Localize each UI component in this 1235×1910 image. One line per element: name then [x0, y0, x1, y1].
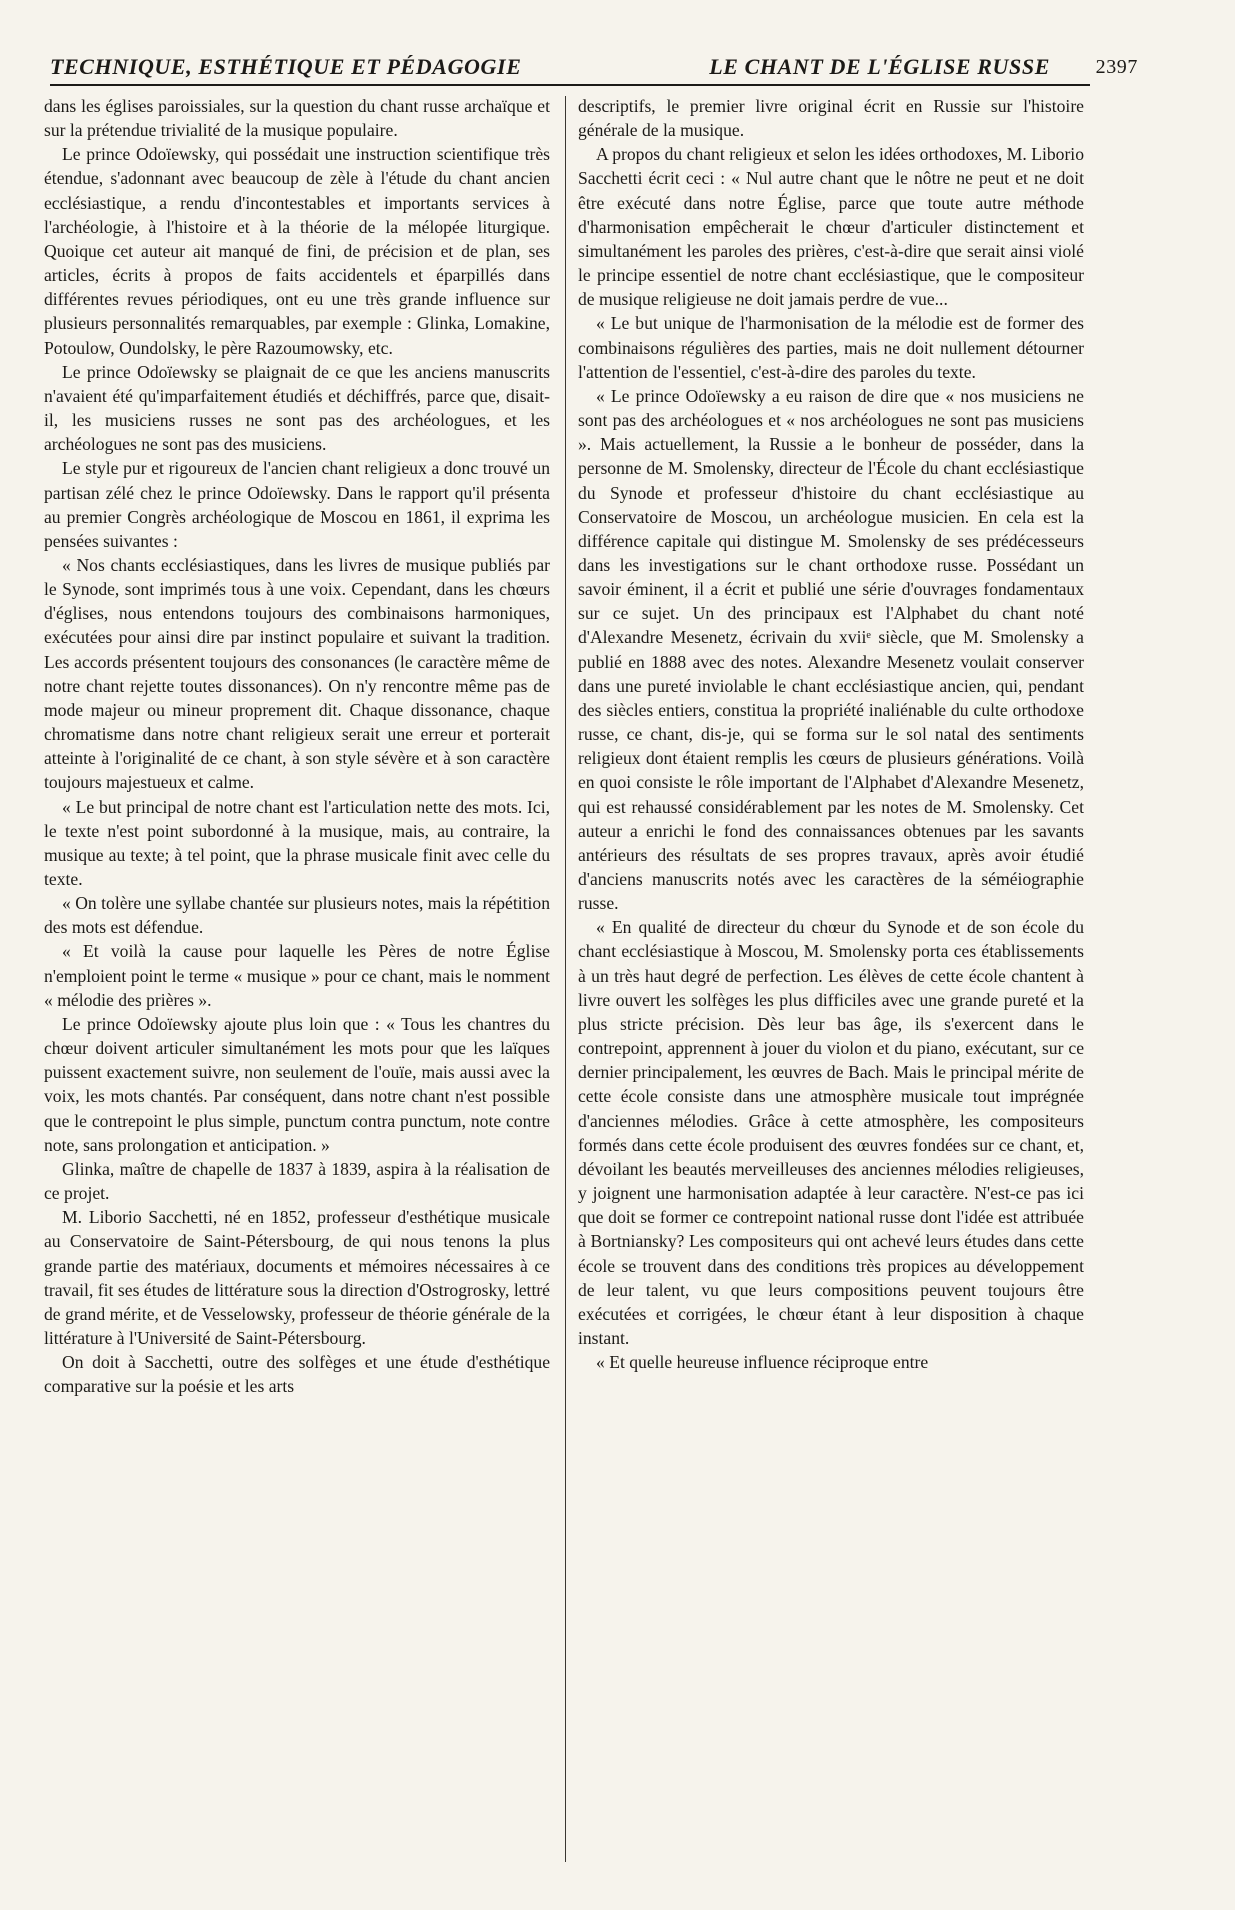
paragraph: Le style pur et rigoureux de l'ancien chant religieux a donc trouvé un partisan zélé chez le prince Odoïewsky. Dans le rapport qu'il présenta au premier Congrès archéologique de Moscou en 1861, il exprima les pensées suivantes :	[44, 458, 550, 551]
paragraph: Le prince Odoïewsky ajoute plus loin que : « Tous les chantres du chœur doivent articuler simultanément les mots pour que les laïques puissent exactement suivre, non seulement de l'ouïe, mais aussi avec la voix, les mots chantés. Par conséquent, dans notre chant n'est possible que le contrepoint le plus simple, punctum contra punctum, note contre note, sans prolongation et anticipation. »	[44, 1013, 550, 1155]
paragraph: « On tolère une syllabe chantée sur plusieurs notes, mais la répétition des mots est défendue.	[44, 893, 550, 938]
paragraph: « Et voilà la cause pour laquelle les Pères de notre Église n'emploient point le terme « musique » pour ce chant, mais le nomment « mélodie des prières ».	[44, 941, 550, 1010]
paragraph: A propos du chant religieux et selon les idées orthodoxes, M. Liborio Sacchetti écrit ceci : « Nul autre chant que le nôtre ne peut et ne doit être exécuté dans notre Église, parce que toute autre méthode d'harmonisation empêcherait le chœur d'articuler distinctement et simultanément les paroles des prières, c'est-à-dire que serait ainsi violé le principe essentiel de notre chant ecclésiastique, que le compositeur de musique religieuse ne doit jamais perdre de vue...	[578, 144, 1084, 310]
paragraph: « Le prince Odoïewsky a eu raison de dire que « nos musiciens ne sont pas des archéologues et « nos archéologues ne sont pas musiciens ». Mais actuellement, la Russie a le bonheur de posséder, dans la personne de M. Smolensky, directeur de l'École du chant ecclésiastique du Synode et professeur d'histoire du chant ecclésiastique au Conservatoire de Moscou, un archéologue musicien. En cela est la différence capitale qui distingue M. Smolensky de ses prédécesseurs dans les investigations sur le chant orthodoxe russe. Possédant un savoir éminent, il a écrit et publié une série d'ouvrages fondamentaux sur ce sujet. Un des principaux est l'Alphabet du chant noté d'Alexandre Mesenetz, écrivain du xviiᵉ siècle, que M. Smolensky a publié en 1888 avec des notes. Alexandre Mesenetz voulait conserver dans une pureté inviolable le chant ecclésiastique ancien, qui, pendant des siècles entiers, constitua la propriété inaliénable du culte orthodoxe russe, ce chant, dis-je, qui se forma sur le sol natal des sentiments religieux dont étaient remplis les cœurs de plusieurs générations. Voilà en quoi consiste le rôle important de l'Alphabet d'Alexandre Mesenetz, qui est rehaussé considérablement par les notes de M. Smolensky. Cet auteur a enrichi le fond des connaissances obtenues par les savants antérieurs des résultats de ses propres travaux, après avoir étudié d'anciens manuscrits notés avec les caractères de la séméiographie russe.	[578, 385, 1084, 914]
paragraph: « Et quelle heureuse influence réciproque entre	[596, 1352, 929, 1373]
right-column	[578, 94, 1084, 1864]
page-number: 2397	[1095, 56, 1138, 78]
paragraph: descriptifs, le premier livre original écrit en Russie sur l'histoire générale de la musique.	[578, 96, 1084, 141]
paragraph: « Le but unique de l'harmonisation de la mélodie est de former des combinaisons régulières des parties, mais ne doit nullement détourner l'attention de l'essentiel, c'est-à-dire des paroles du texte.	[578, 313, 1084, 382]
paragraph: Glinka, maître de chapelle de 1837 à 1839, aspira à la réalisation de ce projet.	[44, 1158, 550, 1204]
paragraph: Le prince Odoïewsky, qui possédait une instruction scientifique très étendue, s'adonnant avec beaucoup de zèle à l'étude du chant ancien ecclésiastique, a rendu d'incontestables et importants services à l'archéologie, à l'histoire et à la théorie de la mélopée liturgique. Quoique cet auteur ait manqué de fini, de précision et de plan, ses articles, écrits à propos de faits accidentels et éparpillés dans différentes revues périodiques, ont eu une très grande influence sur plusieurs personnalités remarquables, par exemple : Glinka, Lomakine, Potoulow, Oundolsky, le père Razoumowsky, etc.	[44, 144, 550, 358]
header-rule	[50, 84, 1090, 86]
header-left-title: TECHNIQUE, ESTHÉTIQUE ET PÉDAGOGIE	[50, 54, 522, 79]
paragraph: Le prince Odoïewsky se plaignait de ce que les anciens manuscrits n'avaient été qu'imparfaitement étudiés et déchiffrés, parce que, disait-il, les musiciens russes ne sont pas des archéologues, et les archéologues ne sont pas des musiciens.	[44, 361, 550, 455]
paragraph: « Le but principal de notre chant est l'articulation nette des mots. Ici, le texte n'est point subordonné à la musique, mais, au contraire, la musique au texte; à tel point, que la phrase musicale finit avec celle du texte.	[44, 796, 550, 889]
paragraph: « En qualité de directeur du chœur du Synode et de son école du chant ecclésiastique à Moscou, M. Smolensky porta ces établissements à un très haut degré de perfection. Les élèves de cette école chantent à livre ouvert les solfèges les plus difficiles avec une grande pureté et la plus stricte précision. Dès leur bas âge, ils s'exercent dans le contrepoint, apprennent à jouer du violon et du piano, exécutant, sur ce dernier principalement, les œuvres de Bach. Mais le principal mérite de cette école consiste dans une atmosphère musicale tout imprégnée d'anciennes mélodies. Grâce à cette atmosphère, les compositeurs formés dans cette école produisent des œuvres fondées sur ce chant, et, dévoilant les beautés merveilleuses des anciennes mélodies religieuses, y joignent une harmonisation adaptée à leur caractère. N'est-ce pas ici que doit se former ce contrepoint national russe dont l'idée est attribuée à Bortniansky? Les compositeurs qui ont achevé leurs études dans cette école se trouvent dans des conditions très propices au développement de leur talent, vu que leurs compositions peuvent toujours être exécutées et corrigées, le chœur étant à leur disposition à chaque instant.	[578, 917, 1084, 1348]
paragraph: M. Liborio Sacchetti, né en 1852, professeur d'esthétique musicale au Conservatoire de Saint-Pétersbourg, de qui nous tenons la plus grande partie des matériaux, documents et mémoires nécessaires à ce travail, fit ses études de littérature sous la direction d'Ostrogrosky, lettré de grand mérite, et de Vesselowsky, professeur de théorie générale de la littérature à l'Université de Saint-Pétersbourg.	[44, 1207, 550, 1348]
paragraph: dans les églises paroissiales, sur la question du chant russe archaïque et sur la prétendue trivialité de la musique populaire.	[44, 96, 550, 141]
header-right-title: LE CHANT DE L'ÉGLISE RUSSE	[709, 54, 1050, 79]
paragraph: « Nos chants ecclésiastiques, dans les livres de musique publiés par le Synode, sont imprimés tous à une voix. Cependant, dans les chœurs d'églises, nous entendons toujours des combinaisons harmoniques, exécutées pour ainsi dire par instinct populaire et suivant la tradition. Les accords présentent toujours des consonances (le caractère même de notre chant rejette toutes dissonances). On n'y rencontre même pas de mode majeur ou mineur proprement dit. Chaque dissonance, chaque chromatisme dans notre chant religieux serait une erreur et porterait atteinte à l'originalité de ce chant, à son style sévère et à son caractère toujours majestueux et calme.	[44, 554, 550, 793]
running-header	[50, 54, 1138, 84]
left-column	[44, 94, 550, 1864]
paragraph: On doit à Sacchetti, outre des solfèges et une étude d'esthétique comparative sur la poésie et les arts	[44, 1352, 550, 1397]
column-divider	[565, 96, 566, 1862]
